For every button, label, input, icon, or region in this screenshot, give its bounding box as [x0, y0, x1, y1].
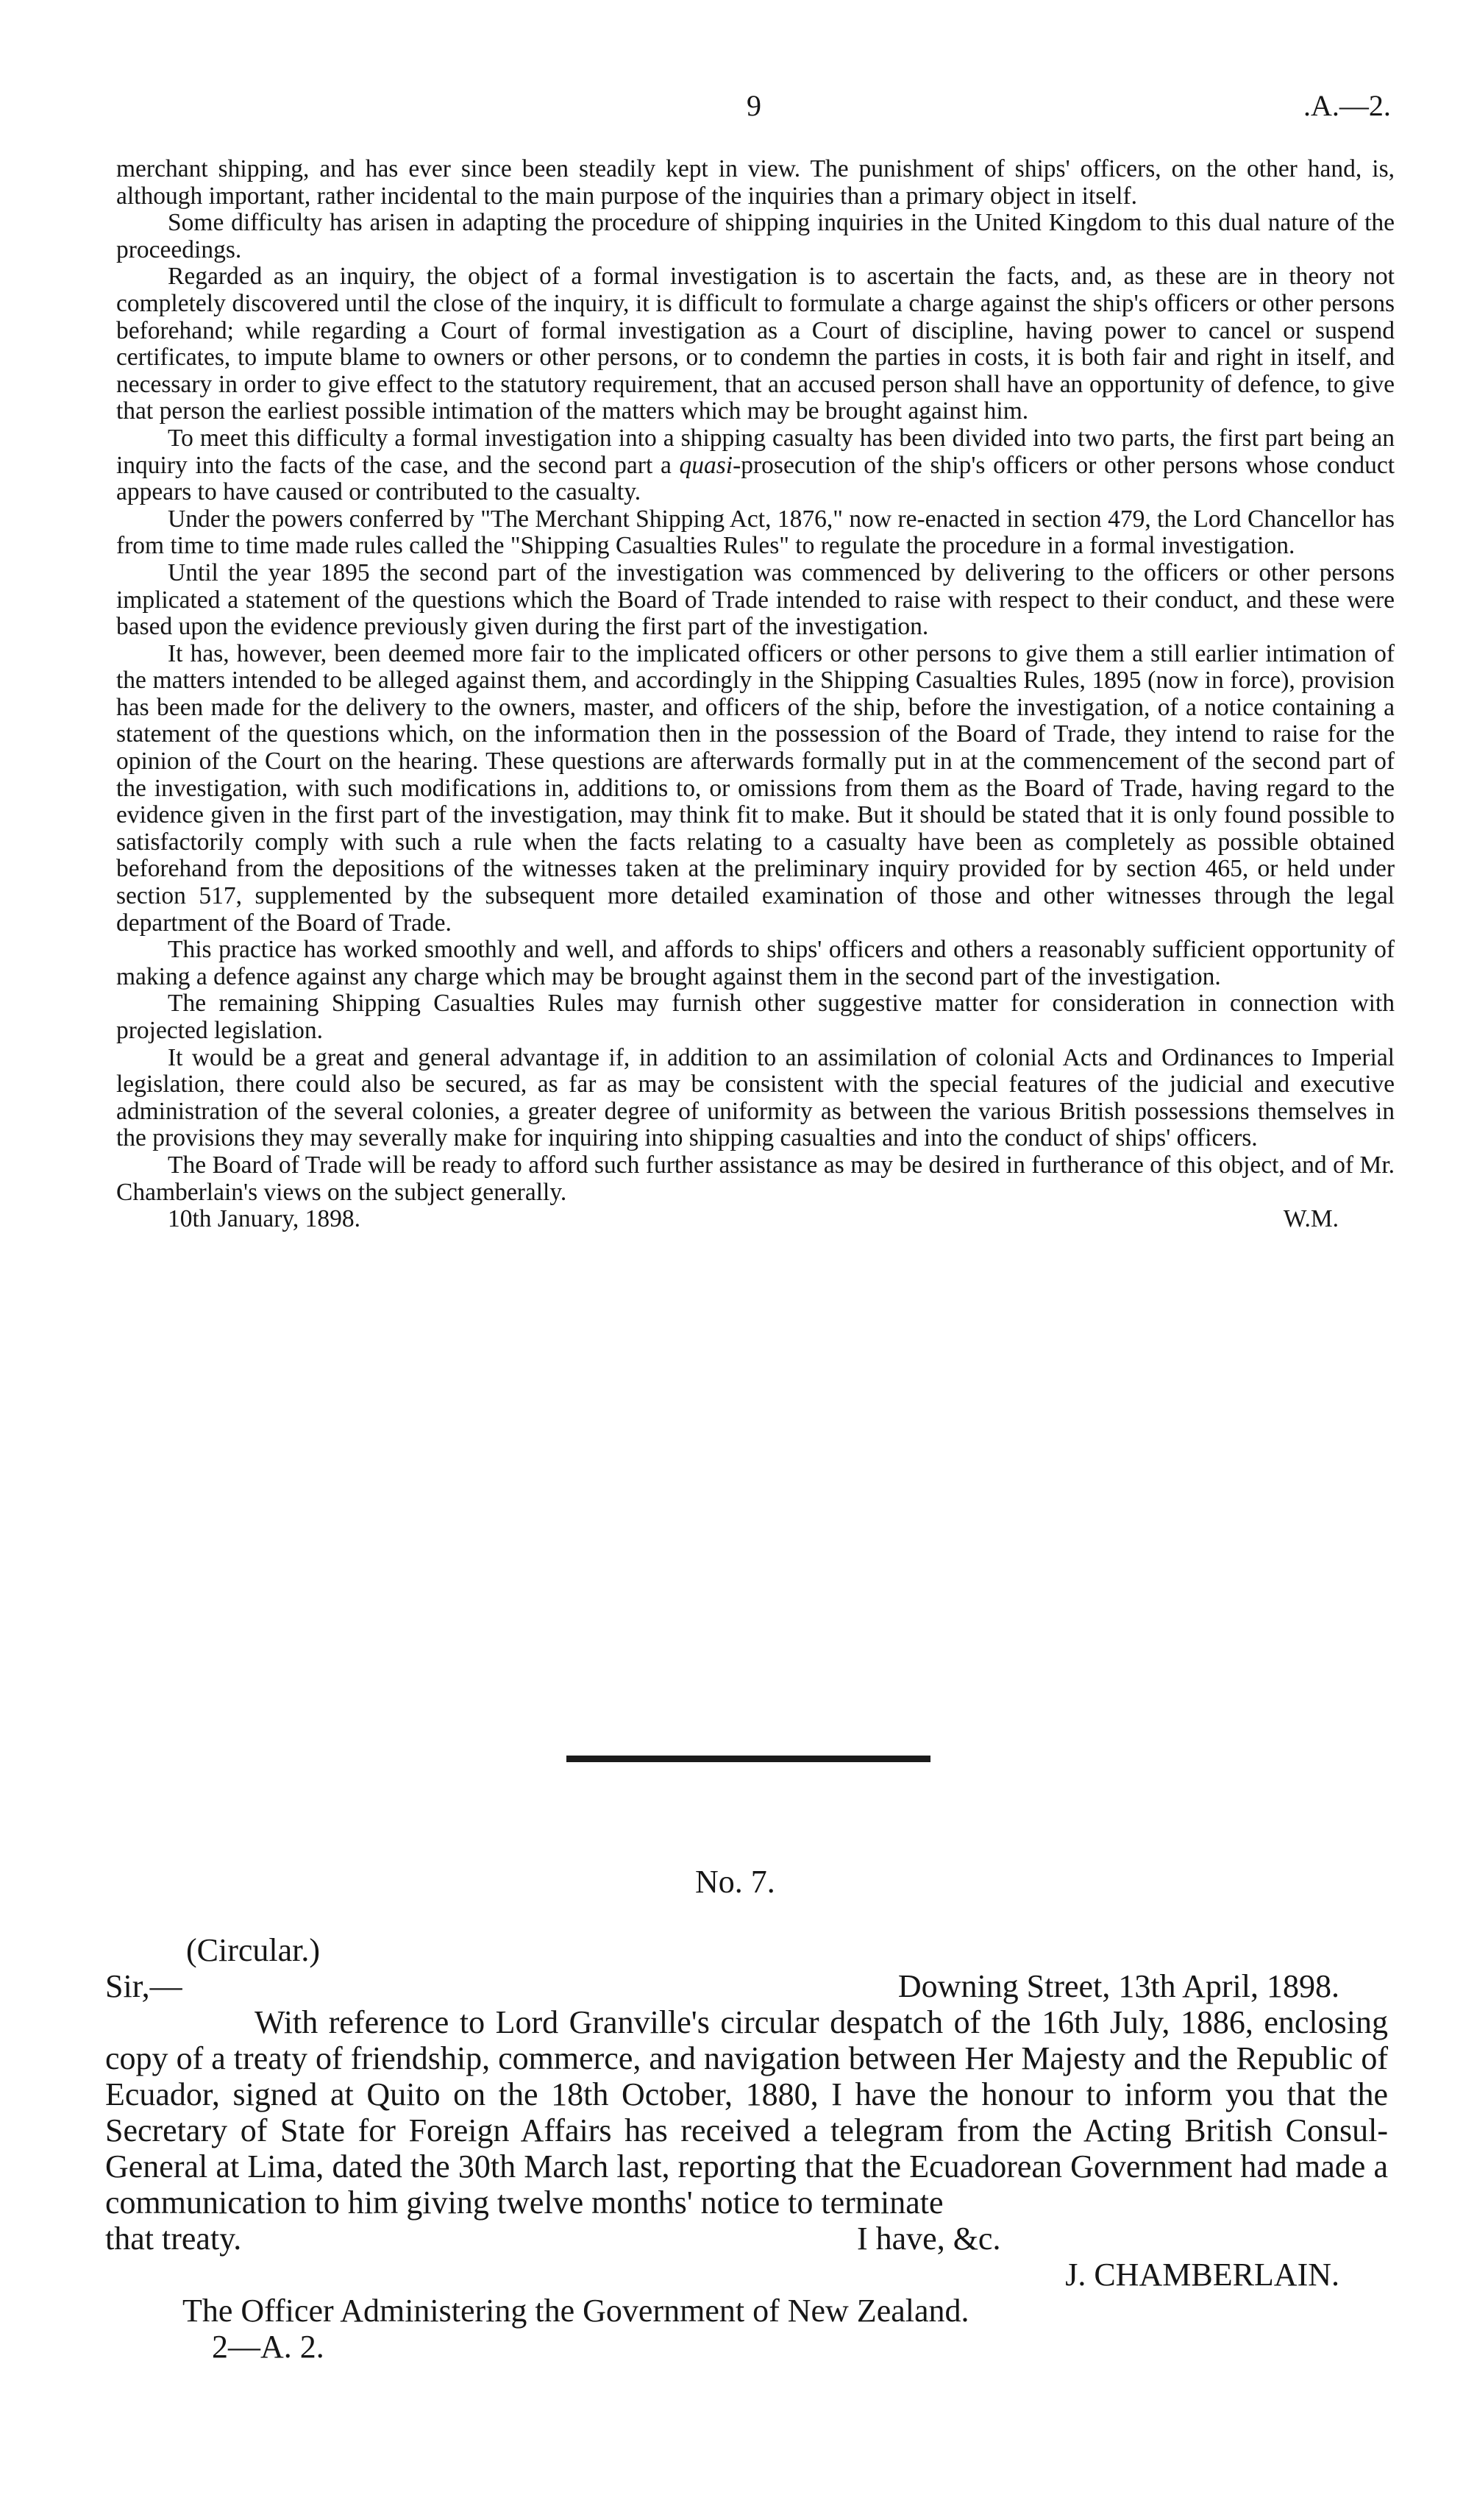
memo-paragraph-5: Under the powers conferred by "The Merchant Shipping Act, 1876," now re-enacted in section 479, the Lord Chancellor has from time to time made rules called the "Shipping Casualties Rules" to regulate the procedure in a formal investigation.	[116, 505, 1395, 560]
letter-closing: I have, &c.	[857, 2221, 1001, 2257]
circular-label: (Circular.)	[186, 1932, 321, 1968]
address-date: Downing Street, 13th April, 1898.	[897, 1968, 1339, 2004]
memo-paragraph-4	[116, 425, 1395, 506]
salutation: Sir,—	[105, 1968, 182, 2004]
document-number: No. 7.	[695, 1864, 775, 1900]
letter-paragraph-end	[105, 2221, 1388, 2257]
salutation-line	[105, 1968, 1388, 2004]
memo-paragraph-4-end: -prosecution of the ship's officers or other persons whose conduct appears to have caused or contributed to the casualty.	[116, 451, 1395, 506]
page-number: 9	[747, 89, 761, 122]
memo-paragraph-6: Until the year 1895 the second part of the investigation was commenced by delivering to the officers or other persons implicated a statement of the questions which the Board of Trade intended to raise with respect to their conduct, and these were based upon the evidence previously given during the first part of the investigation.	[116, 558, 1395, 641]
memo-paragraph-8: This practice has worked smoothly and well, and affords to ships' officers and others a reasonably sufficient opportunity of making a defence against any charge which may be brought against them in the second part of the investigation.	[116, 936, 1395, 990]
memo-paragraph-2: Some difficulty has arisen in adapting the procedure of shipping inquiries in the United Kingdom to this dual nature of the proceedings.	[116, 209, 1395, 263]
addressee: The Officer Administering the Government of New Zealand.	[182, 2293, 969, 2329]
memo-paragraph-11: The Board of Trade will be ready to afford such further assistance as may be desired in furtherance of this object, and of Mr. Chamberlain's views on the subject generally.	[116, 1151, 1395, 1206]
letter-paragraph: With reference to Lord Granville's circular despatch of the 16th July, 1886, enclosing copy of a treaty of friendship, commerce, and navigation between Her Majesty and the Republic of Ecuador, signed at Quito on the 18th October, 1880, I have the honour to inform you that the Secretary of State for Foreign Affairs has received a telegram from the Acting British Consul-General at Lima, dated the 30th March last, reporting that the Ecuadorean Government had made a communication to him giving twelve months' notice to terminate	[105, 2004, 1388, 2221]
memo-date-line	[116, 1206, 1395, 1233]
memo-paragraph-10: It would be a great and general advantage if, in addition to an assimilation of colonial Acts and Ordinances to Imperial legislation, there could also be secured, as far as may be consistent with the special features of the judicial and executive administration of the several colonies, a greater degree of uniformity as between the various British possessions themselves in the provisions they may severally make for inquiring into shipping casualties and into the conduct of ships' officers.	[116, 1043, 1395, 1152]
series-reference: .A.—2.	[1303, 89, 1391, 122]
letter-body-end: that treaty.	[105, 2221, 242, 2257]
signature: J. CHAMBERLAIN.	[1065, 2257, 1339, 2293]
memo-date: 10th January, 1898.	[168, 1205, 361, 1233]
memo-paragraph-9: The remaining Shipping Casualties Rules may furnish other suggestive matter for consideration in connection with projected legislation.	[116, 990, 1395, 1044]
footer-reference: 2—A. 2.	[212, 2329, 324, 2365]
memorandum-body	[116, 156, 1395, 1233]
section-divider-rule	[566, 1756, 930, 1762]
memo-paragraph-3: Regarded as an inquiry, the object of a formal investigation is to ascertain the facts, and, as these are in theory not completely discovered until the close of the inquiry, it is difficult to formulate a charge against the ship's officers or other persons beforehand; while regarding a Court of formal investigation as a Court of discipline, having power to cancel or suspend certificates, to impute blame to owners or other persons, or to condemn the parties in costs, it is both fair and right in itself, and necessary in order to give effect to the statutory requirement, that an accused person shall have an opportunity of defence, to give that person the earliest possible intimation of the matters which may be brought against him.	[116, 263, 1395, 425]
page-header	[0, 88, 1477, 132]
memo-paragraph-1: merchant shipping, and has ever since been steadily kept in view. The punishment of ships' officers, on the other hand, is, although important, rather incidental to the main purpose of the inquiries than a primary object in itself.	[116, 155, 1395, 210]
memo-paragraph-4-italic: quasi	[679, 451, 733, 479]
memo-paragraph-4-start: To meet this difficulty a formal investigation into a shipping casualty has been divided into two parts, the first part being an inquiry into the facts of the case, and the second part a	[116, 424, 1395, 479]
letter-body	[105, 1932, 1388, 2365]
memo-initials: W.M.	[1283, 1205, 1339, 1233]
memo-paragraph-7: It has, however, been deemed more fair to the implicated officers or other persons to give them a still earlier intimation of the matters intended to be alleged against them, and accordingly in the Shipping Casualties Rules, 1895 (now in force), provision has been made for the delivery to the owners, master, and officers of the ship, before the investigation, of a notice containing a statement of the questions which, on the information then in the possession of the Board of Trade, they intend to raise for the opinion of the Court on the hearing. These questions are afterwards formally put in at the commencement of the second part of the investigation, with such modifications in, additions to, or omissions from them as the Board of Trade, having regard to the evidence given in the first part of the investigation, may think fit to make. But it should be stated that it is only found possible to satisfactorily comply with such a rule when the facts relating to a casualty have been as completely as possible obtained beforehand from the depositions of the witnesses taken at the preliminary inquiry provided for by section 465, or held under section 517, supplemented by the subsequent more detailed examination of those and other witnesses through the legal department of the Board of Trade.	[116, 639, 1395, 937]
